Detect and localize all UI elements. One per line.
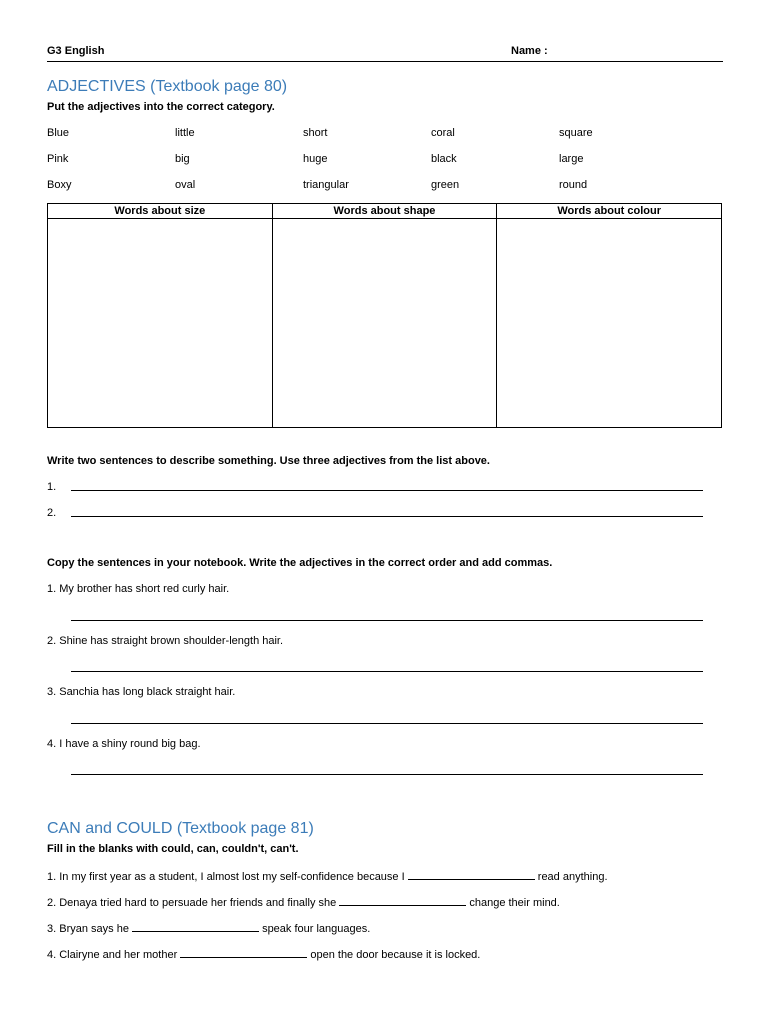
fill-blank-after: speak four languages.	[262, 923, 371, 935]
fill-blank-after: read anything.	[537, 871, 608, 883]
shape-column-header: Words about shape	[272, 204, 497, 219]
adjectives-heading: ADJECTIVES (Textbook page 80)	[47, 78, 288, 95]
fill-blank-before: 1. In my first year as a student, I almost lost my self-confidence because I	[47, 871, 405, 883]
word-item: Boxy	[47, 179, 72, 191]
fill-blank-after: change their mind.	[469, 897, 560, 909]
fill-blank-line[interactable]	[180, 947, 307, 958]
word-item: square	[559, 127, 593, 139]
category-table	[47, 203, 722, 428]
word-item: huge	[303, 153, 328, 165]
order-item: 1. My brother has short red curly hair.	[47, 583, 230, 595]
adjectives-instruction: Put the adjectives into the correct category.	[47, 101, 275, 113]
fill-blank-before: 2. Denaya tried hard to persuade her friends and finally she	[47, 897, 337, 909]
can-could-heading: CAN and COULD (Textbook page 81)	[47, 820, 314, 837]
fill-blank-after: open the door because it is locked.	[310, 949, 481, 961]
sentence-answer-line[interactable]	[71, 490, 703, 491]
shape-answer-cell[interactable]	[272, 219, 497, 428]
word-item: oval	[175, 179, 196, 191]
fill-blank-item	[47, 947, 480, 961]
colour-answer-cell[interactable]	[497, 219, 722, 428]
colour-column-header: Words about colour	[497, 204, 722, 219]
fill-blank-line[interactable]	[339, 895, 466, 906]
fill-blank-before: 3. Bryan says he	[47, 923, 129, 935]
sentence-number: 2.	[47, 507, 57, 519]
word-item: Pink	[47, 153, 69, 165]
size-answer-cell[interactable]	[48, 219, 273, 428]
order-item: 4. I have a shiny round big bag.	[47, 738, 201, 750]
word-item: big	[175, 153, 190, 165]
fill-blank-item	[47, 869, 608, 883]
word-item: large	[559, 153, 584, 165]
order-item: 3. Sanchia has long black straight hair.	[47, 686, 236, 698]
order-answer-line[interactable]	[71, 774, 703, 775]
word-item: triangular	[303, 179, 349, 191]
order-answer-line[interactable]	[71, 671, 703, 672]
word-item: Blue	[47, 127, 70, 139]
fill-blank-before: 4. Clairyne and her mother	[47, 949, 178, 961]
sentences-instruction: Write two sentences to describe something. Use three adjectives from the list above.	[47, 455, 490, 467]
order-item: 2. Shine has straight brown shoulder-length hair.	[47, 635, 284, 647]
order-answer-line[interactable]	[71, 620, 703, 621]
can-could-instruction: Fill in the blanks with could, can, couldn't, can't.	[47, 843, 299, 855]
sentence-answer-line[interactable]	[71, 516, 703, 517]
word-item: short	[303, 127, 328, 139]
sentence-number: 1.	[47, 481, 57, 493]
fill-blank-line[interactable]	[408, 869, 535, 880]
fill-blank-item	[47, 895, 560, 909]
word-item: round	[559, 179, 588, 191]
size-column-header: Words about size	[48, 204, 273, 219]
class-label: G3 English	[47, 45, 105, 57]
order-instruction: Copy the sentences in your notebook. Write the adjectives in the correct order and add commas.	[47, 557, 553, 569]
name-label: Name :	[511, 45, 548, 57]
fill-blank-line[interactable]	[132, 921, 259, 932]
order-answer-line[interactable]	[71, 723, 703, 724]
fill-blank-item	[47, 921, 370, 935]
word-item: black	[431, 153, 457, 165]
header-rule	[47, 61, 723, 62]
word-item: little	[175, 127, 195, 139]
word-item: coral	[431, 127, 455, 139]
word-item: green	[431, 179, 460, 191]
